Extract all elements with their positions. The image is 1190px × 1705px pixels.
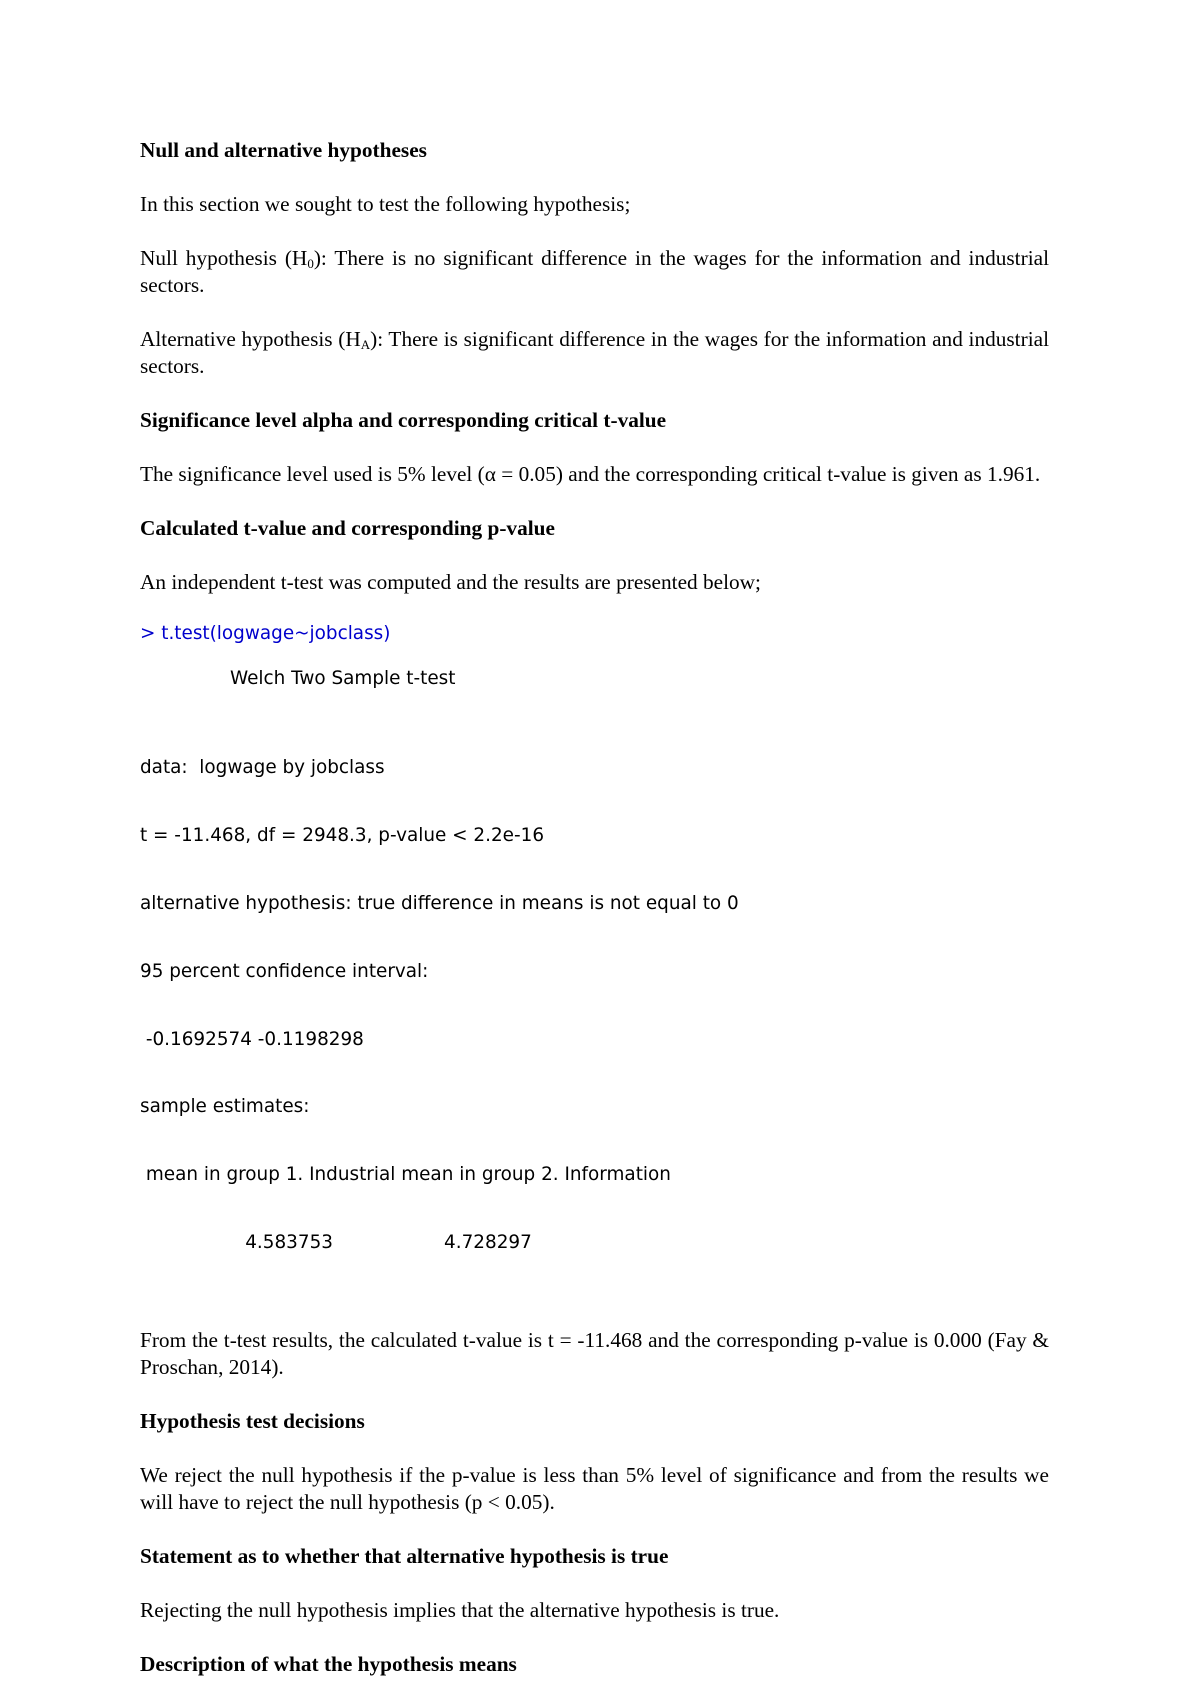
ttest-title-text: Welch Two Sample t-test bbox=[140, 667, 456, 689]
null-hypothesis-text: ): There is no significant difference in the wages for the information and industrial sectors. bbox=[140, 246, 1049, 297]
heading-calculated: Calculated t-value and corresponding p-value bbox=[140, 516, 555, 540]
document-page bbox=[140, 137, 1049, 1705]
significance-paragraph: The significance level used is 5% level (α = 0.05) and the corresponding critical t-value is given as 1.961. bbox=[140, 462, 1041, 486]
intro-paragraph: In this section we sought to test the following hypothesis; bbox=[140, 192, 631, 216]
alt-hypothesis-prefix: Alternative hypothesis (H bbox=[140, 327, 361, 351]
output-line: -0.1692574 -0.1198298 bbox=[140, 1028, 364, 1050]
output-line: alternative hypothesis: true difference in means is not equal to 0 bbox=[140, 892, 739, 914]
heading-hypotheses: Null and alternative hypotheses bbox=[140, 138, 427, 162]
heading-decisions: Hypothesis test decisions bbox=[140, 1408, 365, 1433]
heading-significance: Significance level alpha and corresponding critical t-value bbox=[140, 408, 667, 432]
output-line: 95 percent confidence interval: bbox=[140, 960, 429, 982]
heading-description: Description of what the hypothesis means bbox=[140, 1651, 517, 1676]
output-line: 4.583753 4.728297 bbox=[140, 1231, 538, 1253]
calculated-intro-paragraph: An independent t-test was computed and the results are presented below; bbox=[140, 570, 761, 594]
null-hypothesis-subscript: 0 bbox=[307, 256, 314, 271]
ttest-output bbox=[140, 712, 1049, 1299]
calculated-result-paragraph: From the t-test results, the calculated t-value is t = -11.468 and the corresponding p-value is 0.000 (Fay & Proschan, 2014). bbox=[140, 1327, 1049, 1379]
null-hypothesis-prefix: Null hypothesis (H bbox=[140, 246, 308, 270]
alt-hypothesis-paragraph bbox=[140, 326, 1049, 380]
output-line: mean in group 1. Industrial mean in group 2. Information bbox=[140, 1164, 677, 1186]
alt-hypothesis-subscript: A bbox=[360, 337, 371, 352]
r-command-line: > t.test(logwage~jobclass) bbox=[140, 623, 391, 644]
statement-paragraph: Rejecting the null hypothesis implies that the alternative hypothesis is true. bbox=[140, 1597, 780, 1622]
output-line: data: logwage by jobclass bbox=[140, 757, 385, 779]
alt-hypothesis-text: ): There is significant difference in the wages for the information and industrial sectors. bbox=[140, 327, 1049, 378]
output-line: t = -11.468, df = 2948.3, p-value < 2.2e-16 bbox=[140, 825, 545, 847]
null-hypothesis-paragraph bbox=[140, 245, 1049, 299]
decisions-paragraph: We reject the null hypothesis if the p-value is less than 5% level of significance and from the results we will have to reject the null hypothesis (p < 0.05). bbox=[140, 1462, 1049, 1514]
heading-statement: Statement as to whether that alternative hypothesis is true bbox=[140, 1543, 669, 1568]
output-line: sample estimates: bbox=[140, 1096, 310, 1118]
ttest-title bbox=[140, 668, 1049, 691]
